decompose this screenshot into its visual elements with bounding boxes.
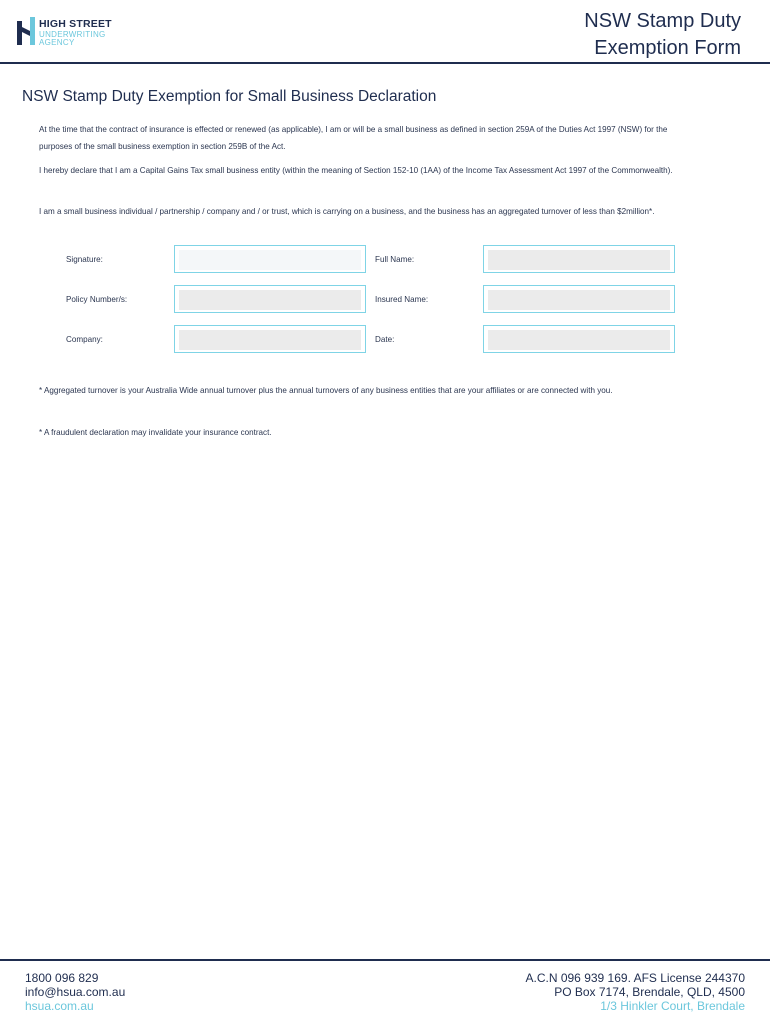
fraud-warning-note: * A fraudulent declaration may invalidate your insurance contract. — [39, 428, 272, 437]
footer-email: info@hsua.com.au — [25, 985, 126, 999]
company-logo — [17, 17, 127, 49]
document-title-line1: NSW Stamp Duty — [584, 10, 741, 32]
footer-acn: A.C.N 096 939 169. AFS License 244370 — [525, 971, 745, 985]
company-input[interactable] — [179, 330, 361, 350]
date-field[interactable] — [483, 325, 675, 353]
footer-contact — [25, 971, 125, 1013]
logo-text-high-street: HIGH STREET — [39, 18, 112, 30]
declaration-paragraph-2: I hereby declare that I am a Capital Gains Tax small business entity (within the meaning of Section 152-10 (1AA) of the Income Tax Assessment Act 1997 of the Commonwealth). — [39, 166, 673, 175]
section-heading: NSW Stamp Duty Exemption for Small Business Declaration — [22, 88, 437, 105]
signature-field[interactable] — [174, 245, 366, 273]
insured-name-field[interactable] — [483, 285, 675, 313]
declaration-paragraph-3: I am a small business individual / partnership / company and / or trust, which is carrying on a business, and the business has an aggregated turnover of less than $2million*. — [39, 207, 655, 216]
aggregated-turnover-note: * Aggregated turnover is your Australia Wide annual turnover plus the annual turnovers of any business entities that are your affiliates or are connected with you. — [39, 386, 613, 395]
company-label: Company: — [66, 335, 103, 344]
footer-phone: 1800 096 829 — [25, 971, 99, 985]
date-label: Date: — [375, 335, 395, 344]
footer-divider — [0, 959, 770, 961]
footer-po-box: PO Box 7174, Brendale, QLD, 4500 — [554, 985, 745, 999]
footer-website: hsua.com.au — [25, 999, 94, 1013]
header-divider — [0, 62, 770, 64]
document-title-line2: Exemption Form — [594, 37, 741, 59]
logo-mark-icon — [17, 17, 37, 45]
date-input[interactable] — [488, 330, 670, 350]
full-name-field[interactable] — [483, 245, 675, 273]
full-name-input[interactable] — [488, 250, 670, 270]
policy-number-field[interactable] — [174, 285, 366, 313]
signature-input[interactable] — [179, 250, 361, 270]
declaration-paragraph-1: At the time that the contract of insurance is effected or renewed (as applicable), I am or will be a small business as defined in section 259A of the Duties Act 1997 (NSW) for the purposes of the small business exemption in section 259B of the Act. — [39, 125, 668, 151]
company-field[interactable] — [174, 325, 366, 353]
insured-name-input[interactable] — [488, 290, 670, 310]
document-title — [584, 8, 741, 62]
footer-address — [526, 971, 746, 1013]
logo-text-underwriting: UNDERWRITING — [39, 30, 106, 39]
signature-label: Signature: — [66, 255, 103, 264]
insured-name-label: Insured Name: — [375, 295, 429, 304]
full-name-label: Full Name: — [375, 255, 415, 264]
logo-text-agency: AGENCY — [39, 38, 75, 47]
footer-street-address: 1/3 Hinkler Court, Brendale — [600, 999, 745, 1013]
policy-number-input[interactable] — [179, 290, 361, 310]
policy-number-label: Policy Number/s: — [66, 295, 128, 304]
